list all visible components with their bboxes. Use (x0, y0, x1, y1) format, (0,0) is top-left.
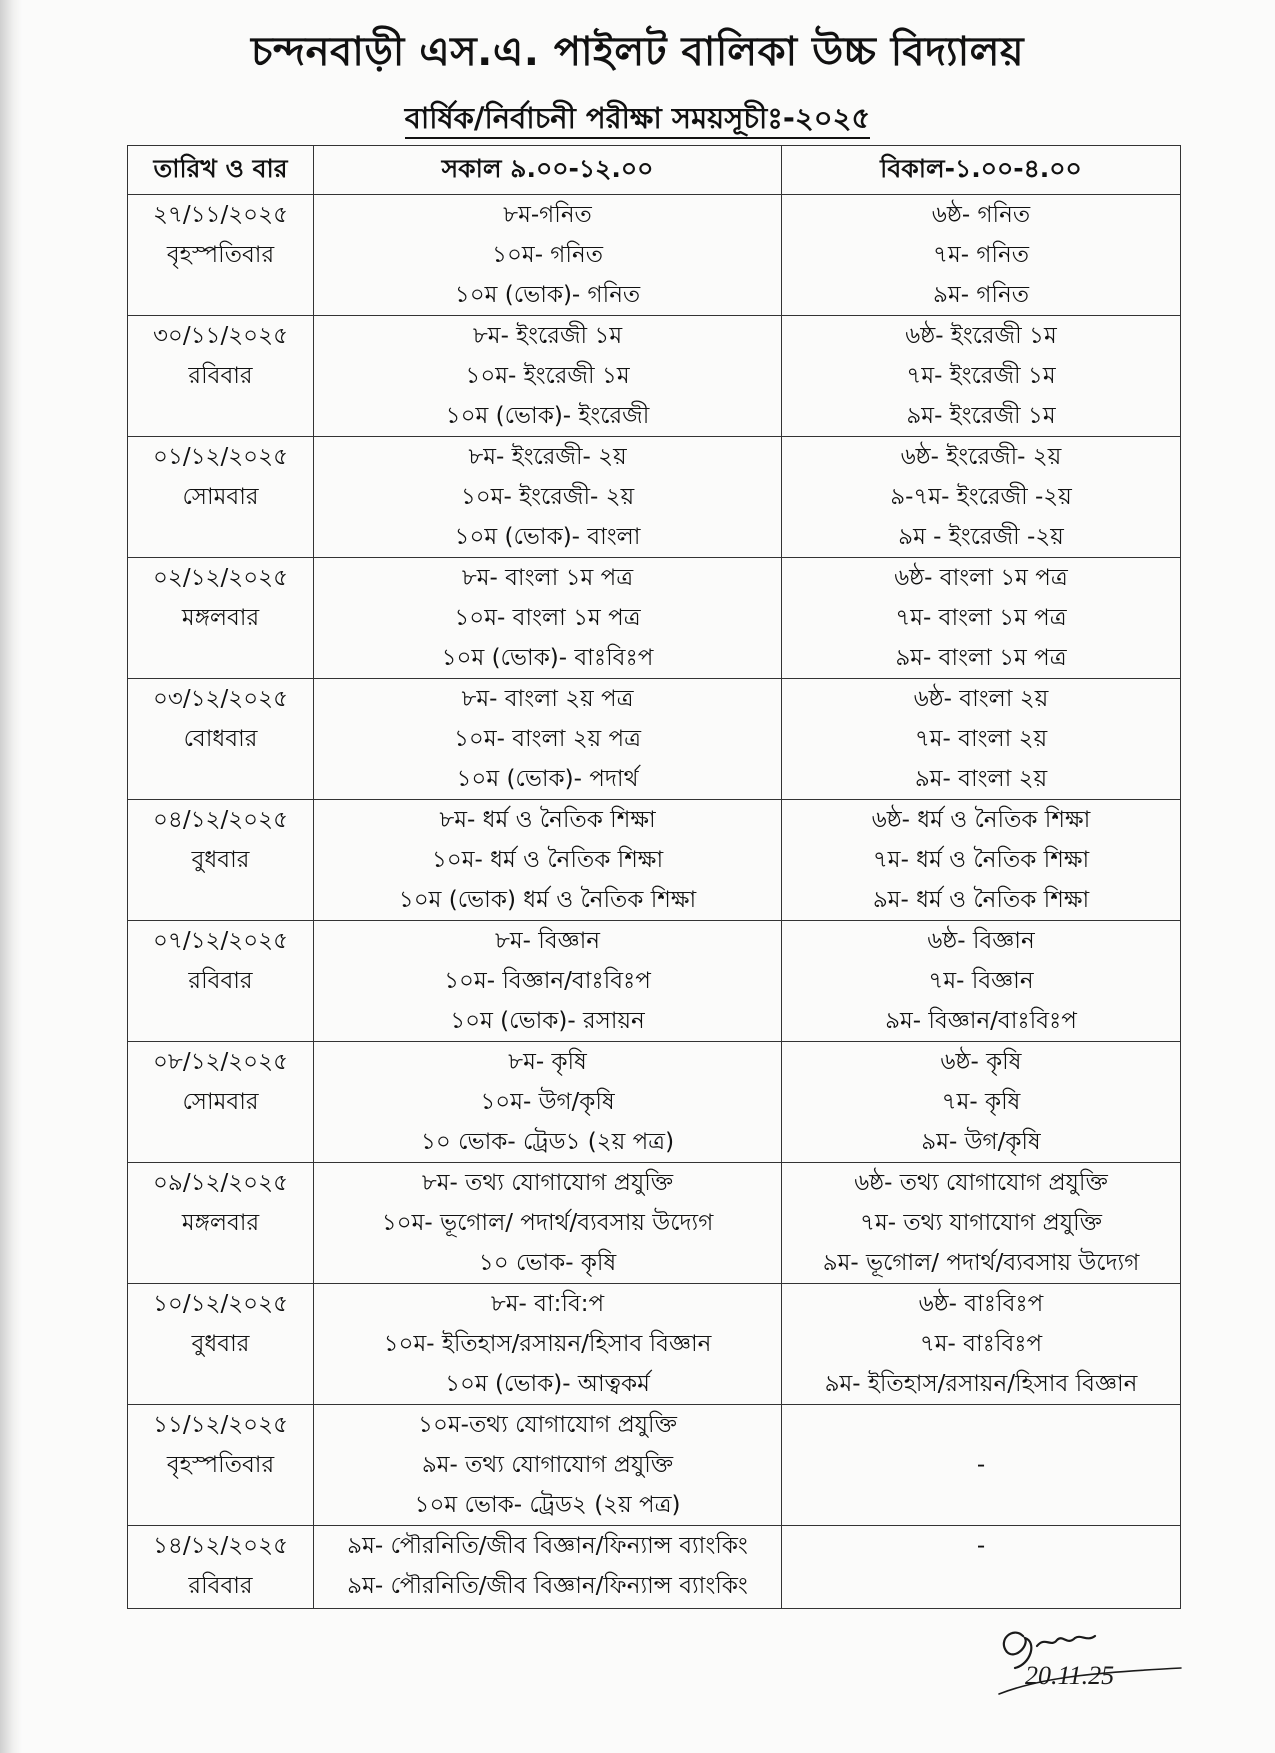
exam-date: ০১/১২/২০২৫ (152, 444, 289, 470)
exam-day: মঙ্গলবার (181, 1210, 260, 1236)
afternoon-cell (782, 1284, 1181, 1405)
morning-subject: ১০ম- উগ/কৃষি (480, 1089, 615, 1115)
date-cell (128, 1405, 314, 1526)
morning-cell (314, 1526, 782, 1609)
afternoon-subject: ৯ম- ভূগোল/ পদার্থ/ব্যবসায় উদ্যেগ (822, 1250, 1140, 1276)
morning-cell (314, 558, 782, 679)
afternoon-cell (782, 558, 1181, 679)
exam-date: ০৯/১২/২০২৫ (152, 1170, 289, 1196)
afternoon-subject: ৬ষ্ঠ- গনিত (931, 202, 1031, 228)
date-cell (128, 437, 314, 558)
exam-date: ১০/১২/২০২৫ (152, 1291, 289, 1317)
table-row (128, 437, 1181, 558)
afternoon-subject: ৭ম- বাংলা ২য় (914, 726, 1048, 752)
exam-day: বুধবার (191, 847, 250, 873)
morning-subject: ৮ম-গনিত (503, 202, 592, 228)
morning-subject: ১০ম (ভোক)- বাঃবিঃপ (441, 645, 654, 671)
morning-subject: ১০ম- ইংরেজী ১ম (465, 363, 630, 389)
afternoon-subject: ৯ম- গনিত (933, 282, 1029, 308)
morning-subject: ১০ম- বিজ্ঞান/বাঃবিঃপ (444, 968, 651, 994)
table-row (128, 1405, 1181, 1526)
morning-subject: ১০ম (ভোক)- ইংরেজী (445, 403, 650, 429)
exam-date: ২৭/১১/২০২৫ (152, 202, 289, 228)
morning-subject: ৮ম- ইংরেজী ১ম (472, 323, 623, 349)
morning-subject: ৮ম- বা:বি:প (490, 1291, 605, 1317)
afternoon-subject: ৬ষ্ঠ- তথ্য যোগাযোগ প্রযুক্তি (854, 1170, 1108, 1196)
date-cell (128, 679, 314, 800)
date-cell (128, 921, 314, 1042)
header-afternoon: বিকাল-১.০০-৪.০০ (782, 146, 1181, 195)
morning-subject: ১০ম- ভূগোল/ পদার্থ/ব্যবসায় উদ্যেগ (381, 1210, 714, 1236)
date-cell (128, 1284, 314, 1405)
afternoon-subject: - (976, 1533, 986, 1559)
morning-subject: ১০ম-তথ্য যোগাযোগ প্রযুক্তি (418, 1412, 677, 1438)
exam-date: ০৮/১২/২০২৫ (152, 1049, 289, 1075)
exam-date: ৩০/১১/২০২৫ (152, 323, 289, 349)
morning-cell (314, 437, 782, 558)
morning-subject: ১০ম- ইংরেজী- ২য় (460, 484, 635, 510)
exam-day: বুধবার (191, 1331, 250, 1357)
morning-subject: ১০ম (ভোক)- রসায়ন (450, 1008, 645, 1034)
date-cell (128, 800, 314, 921)
afternoon-subject: ৬ষ্ঠ- ইংরেজী ১ম (905, 323, 1057, 349)
afternoon-cell (782, 1405, 1181, 1526)
afternoon-subject: ৭ম- ইংরেজী ১ম (906, 363, 1056, 389)
morning-cell (314, 1163, 782, 1284)
table-row (128, 679, 1181, 800)
exam-day: বৃহস্পতিবার (166, 242, 275, 268)
exam-day: মঙ্গলবার (181, 605, 260, 631)
afternoon-cell (782, 195, 1181, 316)
school-name: চন্দনবাড়ী এস.এ. পাইলট বালিকা উচ্চ বিদ্যালয় (250, 29, 1025, 75)
exam-day: রবিবার (188, 1573, 253, 1599)
exam-date: ০৪/১২/২০২৫ (152, 807, 289, 833)
morning-cell (314, 800, 782, 921)
exam-date: ০৩/১২/২০২৫ (152, 686, 289, 712)
date-cell (128, 1163, 314, 1284)
afternoon-cell (782, 1526, 1181, 1609)
morning-cell (314, 195, 782, 316)
morning-cell (314, 1405, 782, 1526)
morning-subject: ১০ম (ভোক)- বাংলা (454, 524, 641, 550)
afternoon-subject: ৯-৭ম- ইংরেজী -২য় (890, 484, 1072, 510)
afternoon-subject: ৯ম - ইংরেজী -২য় (898, 524, 1064, 550)
afternoon-subject: ৭ম- বিজ্ঞান (928, 968, 1034, 994)
afternoon-subject: ৯ম- বাংলা ২য় (914, 766, 1048, 792)
afternoon-subject: ৯ম- ইতিহাস/রসায়ন/হিসাব বিজ্ঞান (824, 1371, 1138, 1397)
signature-date: 20.11.25 (1025, 1661, 1115, 1690)
morning-subject: ১০ম- ধর্ম ও নৈতিক শিক্ষা (431, 847, 664, 873)
morning-subject: ১০ম (ভোক)- পদার্থ (456, 766, 639, 792)
morning-cell (314, 921, 782, 1042)
morning-subject: ১০ম- বাংলা ২য় পত্র (453, 726, 642, 752)
morning-cell (314, 1284, 782, 1405)
afternoon-cell (782, 1042, 1181, 1163)
exam-day: বোধবার (183, 726, 258, 752)
morning-subject: ১০ম (ভোক)- গনিত (454, 282, 641, 308)
exam-day: রবিবার (188, 968, 253, 994)
morning-subject: ১০ম- গনিত (492, 242, 603, 268)
table-row (128, 1042, 1181, 1163)
table-row (128, 1284, 1181, 1405)
exam-day: রবিবার (188, 363, 253, 389)
morning-subject: ৮ম- বাংলা ১ম পত্র (461, 565, 634, 591)
afternoon-subject: ৯ম- ইংরেজী ১ম (906, 403, 1056, 429)
afternoon-subject: ৭ম- কৃষি (941, 1089, 1021, 1115)
exam-day: সোমবার (182, 484, 259, 510)
morning-subject: ৮ম- ধর্ম ও নৈতিক শিক্ষা (439, 807, 656, 833)
exam-title-text: বার্ষিক/নির্বাচনী পরীক্ষা সময়সূচীঃ-২০২৫ (405, 101, 871, 139)
morning-subject: ১০ ভোক- ট্রেড১ (২য় পত্র) (420, 1129, 675, 1155)
exam-schedule-table (127, 145, 1181, 1609)
afternoon-subject: ৬ষ্ঠ- বাংলা ২য় (913, 686, 1049, 712)
header-morning: সকাল ৯.০০-১২.০০ (314, 146, 782, 195)
header-date: তারিখ ও বার (128, 146, 314, 195)
morning-subject: ১০ম ভোক- ট্রেড২ (২য় পত্র) (414, 1492, 681, 1518)
exam-day: বৃহস্পতিবার (166, 1452, 275, 1478)
morning-cell (314, 679, 782, 800)
table-row (128, 195, 1181, 316)
afternoon-subject: ৭ম- ধর্ম ও নৈতিক শিক্ষা (872, 847, 1090, 873)
table-row (128, 800, 1181, 921)
morning-subject: ১০ম- ইতিহাস/রসায়ন/হিসাব বিজ্ঞান (383, 1331, 712, 1357)
afternoon-subject: ৭ম- বাঃবিঃপ (919, 1331, 1043, 1357)
table-header-row (128, 146, 1181, 195)
afternoon-cell (782, 1163, 1181, 1284)
table-row (128, 1526, 1181, 1609)
morning-subject: ৮ম- তথ্য যোগাযোগ প্রযুক্তি (421, 1170, 674, 1196)
afternoon-subject: ৭ম- গনিত (933, 242, 1029, 268)
morning-subject: ৯ম- তথ্য যোগাযোগ প্রযুক্তি (421, 1452, 674, 1478)
afternoon-cell (782, 800, 1181, 921)
afternoon-subject: ৯ম- বিজ্ঞান/বাঃবিঃপ (885, 1008, 1077, 1034)
date-cell (128, 195, 314, 316)
paper-edge-shadow (0, 0, 22, 1753)
morning-cell (314, 316, 782, 437)
exam-day: সোমবার (182, 1089, 259, 1115)
date-cell (128, 1526, 314, 1609)
date-cell (128, 316, 314, 437)
handwritten-signature (985, 1606, 1195, 1706)
date-cell (128, 558, 314, 679)
morning-subject: ৯ম- পৌরনিতি/জীব বিজ্ঞান/ফিন্যান্স ব্যাংকিং (347, 1573, 748, 1599)
date-cell (128, 1042, 314, 1163)
exam-date: ০২/১২/২০২৫ (152, 565, 289, 591)
morning-subject: ১০ ভোক- কৃষি (478, 1250, 617, 1276)
schedule-body (128, 195, 1181, 1609)
afternoon-subject: ৬ষ্ঠ- বাংলা ১ম পত্র (894, 565, 1068, 591)
exam-date: ১৪/১২/২০২৫ (152, 1533, 288, 1559)
morning-subject: ১০ম- বাংলা ১ম পত্র (454, 605, 641, 631)
afternoon-subject: ৬ষ্ঠ- ইংরেজী- ২য় (900, 444, 1062, 470)
afternoon-subject: ৯ম- উগ/কৃষি (921, 1129, 1041, 1155)
table-row (128, 921, 1181, 1042)
morning-subject: ৮ম- বাংলা ২য় পত্র (461, 686, 634, 712)
table-row (128, 316, 1181, 437)
exam-title (0, 96, 1275, 145)
afternoon-subject: ৭ম- বাংলা ১ম পত্র (895, 605, 1067, 631)
morning-subject: ৮ম- বিজ্ঞান (494, 928, 601, 954)
exam-date: ১১/১২/২০২৫ (152, 1412, 288, 1438)
morning-subject: ১০ম (ভোক)- আত্বকর্ম (445, 1371, 650, 1397)
afternoon-subject: - (976, 1452, 986, 1478)
afternoon-subject: ৯ম- বাংলা ১ম পত্র (895, 645, 1067, 671)
afternoon-subject: ৭ম- তথ্য যাগাযোগ প্রযুক্তি (859, 1210, 1103, 1236)
exam-date: ০৭/১২/২০২৫ (152, 928, 289, 954)
afternoon-subject: ৬ষ্ঠ- বিজ্ঞান (927, 928, 1035, 954)
afternoon-cell (782, 679, 1181, 800)
morning-subject: ৮ম- ইংরেজী- ২য় (468, 444, 627, 470)
afternoon-cell (782, 921, 1181, 1042)
morning-subject: ৯ম- পৌরনিতি/জীব বিজ্ঞান/ফিন্যান্স ব্যাংকিং (347, 1533, 748, 1559)
afternoon-subject: ৬ষ্ঠ- বাঃবিঃপ (918, 1291, 1044, 1317)
morning-cell (314, 1042, 782, 1163)
afternoon-subject: ৬ষ্ঠ- কৃষি (940, 1049, 1022, 1075)
table-row (128, 558, 1181, 679)
morning-subject: ১০ম (ভোক) ধর্ম ও নৈতিক শিক্ষা (398, 887, 697, 913)
afternoon-subject: ৬ষ্ঠ- ধর্ম ও নৈতিক শিক্ষা (871, 807, 1091, 833)
table-row (128, 1163, 1181, 1284)
afternoon-cell (782, 316, 1181, 437)
afternoon-cell (782, 437, 1181, 558)
afternoon-subject: ৯ম- ধর্ম ও নৈতিক শিক্ষা (872, 887, 1090, 913)
morning-subject: ৮ম- কৃষি (508, 1049, 587, 1075)
